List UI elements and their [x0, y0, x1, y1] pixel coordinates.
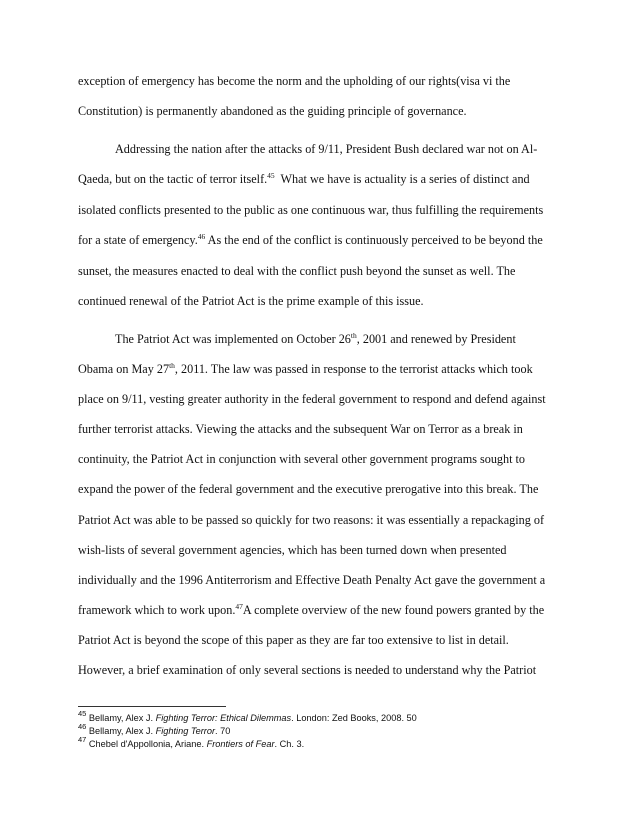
text-line: Obama on May 27th, 2011. The law was passed in response to the terrorist attacks which took [78, 361, 533, 376]
text-line: Addressing the nation after the attacks of 9/11, President Bush declared war not on Al- [115, 142, 538, 156]
text-line: sunset, the measures enacted to deal with the conflict push beyond the sunset as well. The [78, 264, 516, 278]
text-line: individually and the 1996 Antiterrorism and Effective Death Penalty Act gave the government a [78, 573, 546, 587]
footnote: $^{46}$ Bellamy, Alex J. Fighting Terror. 70 [78, 722, 231, 736]
footnote: $^{47}$ Chebel d'Appollonia, Ariane. Frontiers of Fear. Ch. 3. [78, 735, 305, 749]
footnote-ref[interactable]: 47 [235, 602, 243, 611]
footnote-separator [78, 706, 226, 707]
text-line: The Patriot Act was implemented on October 26th, 2001 and renewed by President [115, 331, 516, 346]
footnote: $^{45}$ Bellamy, Alex J. Fighting Terror: Ethical Dilemmas. London: Zed Books, 2008. 50 [78, 709, 417, 723]
footnote-ref[interactable]: 45 [267, 171, 275, 180]
text-line: However, a brief examination of only several sections is needed to understand why the Patriot [78, 663, 537, 677]
text-line: Constitution) is permanently abandoned as the guiding principle of governance. [78, 104, 467, 118]
text-line: continued renewal of the Patriot Act is the prime example of this issue. [78, 294, 424, 308]
text-line: framework which to work upon.$^{47}$A complete overview of the new found powers granted by the [78, 602, 545, 617]
text-line: for a state of emergency.$^{46}$ As the end of the conflict is continuously perceived to be beyond the [78, 232, 543, 247]
text-line: wish-lists of several government agencies, which has been turned down when presented [78, 543, 507, 557]
text-line: Patriot Act is beyond the scope of this paper as they are far too extensive to list in detail. [78, 633, 509, 647]
text-line: exception of emergency has become the norm and the upholding of our rights(visa vi the [78, 74, 511, 88]
text-line: isolated conflicts presented to the public as one continuous war, thus fulfilling the requirements [78, 203, 544, 217]
text-line: continuity, the Patriot Act in conjunction with several other government programs sought to [78, 452, 526, 466]
text-line: further terrorist attacks. Viewing the attacks and the subsequent War on Terror as a break in [78, 422, 523, 436]
footnote-ref[interactable]: 46 [197, 232, 206, 241]
text-line: place on 9/11, vesting greater authority in the federal government to respond and defend against [78, 392, 546, 406]
text-line: expand the power of the federal government and the executive prerogative into this break. The [78, 482, 539, 496]
text-line: Patriot Act was able to be passed so quickly for two reasons: it was essentially a repackaging of [78, 513, 545, 527]
text-line: Qaeda, but on the tactic of terror itself.$^{45}$ What we have is actuality is a series of distinct and [78, 171, 530, 186]
